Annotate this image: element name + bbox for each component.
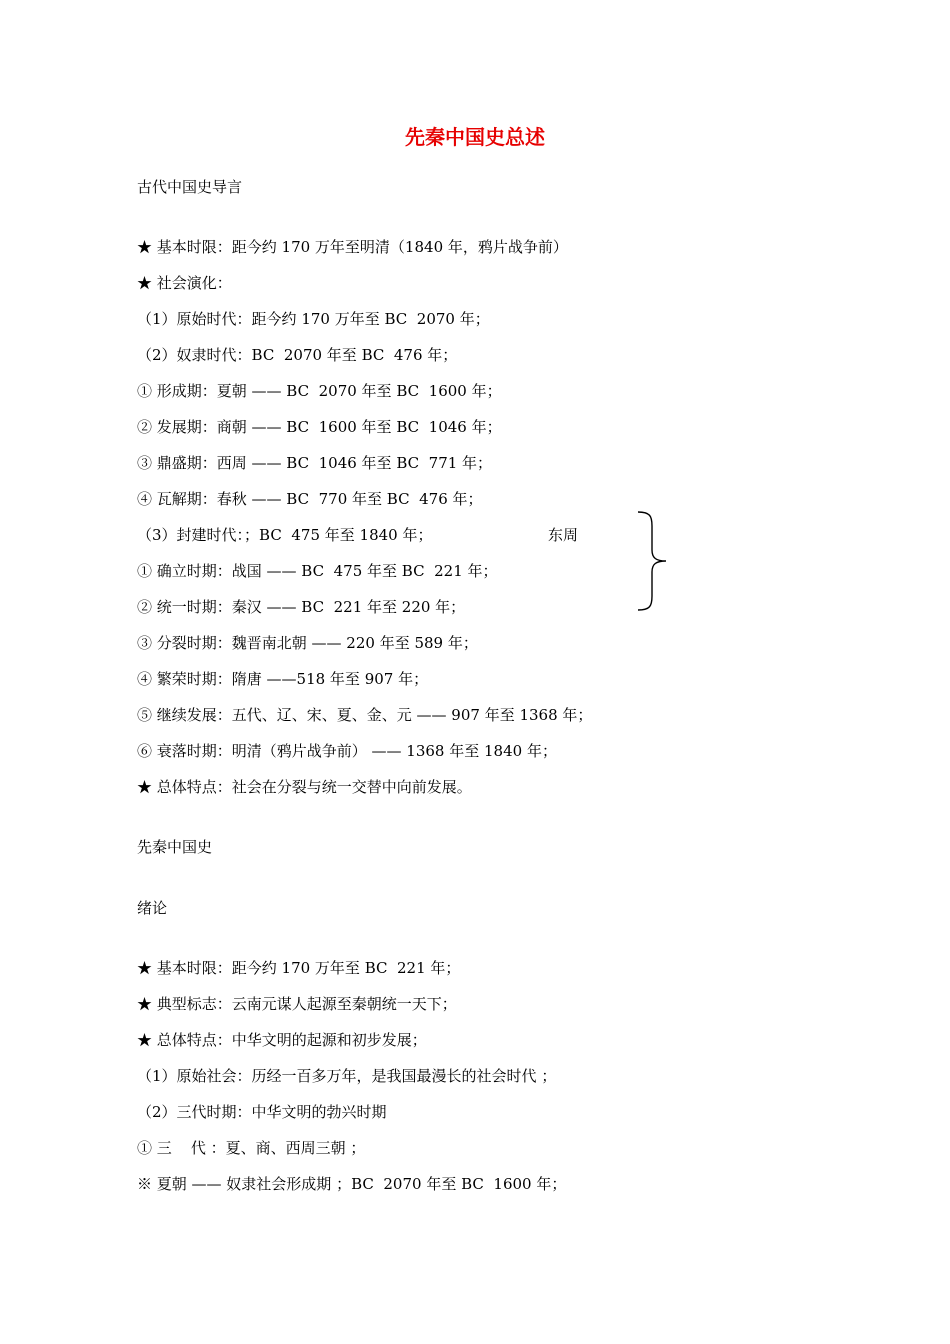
text-line: ④ 瓦解期：春秋 —— BC 770 年至 BC 476 年； [137,490,483,508]
text-line: ※ 夏朝 —— 奴隶社会形成期 ；BC 2070 年至 BC 1600 年； [137,1175,567,1193]
text-line: ③ 分裂时期：魏晋南北朝 —— 220 年至 589 年； [137,634,478,652]
text-line: ★ 典型标志：云南元谋人起源至秦朝统一天下； [137,995,457,1013]
text-line: ⑤ 继续发展：五代、辽、宋、夏、金、元 —— 907 年至 1368 年； [137,706,593,724]
section-heading: 绪论 [137,899,168,917]
section-heading: 古代中国史导言 [137,178,243,196]
text-line: ④ 繁荣时期：隋唐 ——518 年至 907 年； [137,670,429,688]
text-line: （2）奴隶时代：BC 2070 年至 BC 476 年； [137,346,458,364]
side-note-eastern-zhou: 东周 [548,526,579,544]
page-title: 先秦中国史总述 [405,125,545,149]
text-line: ★ 社会演化： [137,274,232,292]
text-line: （3）封建时代：；BC 475 年至 1840 年； [137,526,433,544]
text-line: （2）三代时期：中华文明的勃兴时期 [137,1103,387,1121]
text-line: ⑥ 衰落时期：明清（鸦片战争前） —— 1368 年至 1840 年； [137,742,557,760]
text-line: （1）原始社会：历经一百多万年，是我国最漫长的社会时代 ； [137,1067,557,1085]
text-line: ① 形成期：夏朝 —— BC 2070 年至 BC 1600 年； [137,382,502,400]
text-line: ② 统一时期：秦汉 —— BC 221 年至 220 年； [137,598,466,616]
section-heading: 先秦中国史 [137,838,213,856]
text-line: ③ 鼎盛期：西周 —— BC 1046 年至 BC 771 年； [137,454,493,472]
right-brace-icon [636,510,670,612]
text-line: ② 发展期：商朝 —— BC 1600 年至 BC 1046 年； [137,418,502,436]
text-line: ① 确立时期：战国 —— BC 475 年至 BC 221 年； [137,562,498,580]
text-line: ★ 基本时限：距今约 170 万年至 BC 221 年； [137,959,461,977]
text-line: ★ 总体特点：中华文明的起源和初步发展； [137,1031,427,1049]
text-line: ★ 基本时限：距今约 170 万年至明清（1840 年，鸦片战争前） [137,238,568,256]
text-line: ① 三 代 ：夏、商、西周三朝 ； [137,1139,366,1157]
text-line: （1）原始时代：距今约 170 万年至 BC 2070 年； [137,310,490,328]
text-line: ★ 总体特点：社会在分裂与统一交替中向前发展。 [137,778,472,796]
